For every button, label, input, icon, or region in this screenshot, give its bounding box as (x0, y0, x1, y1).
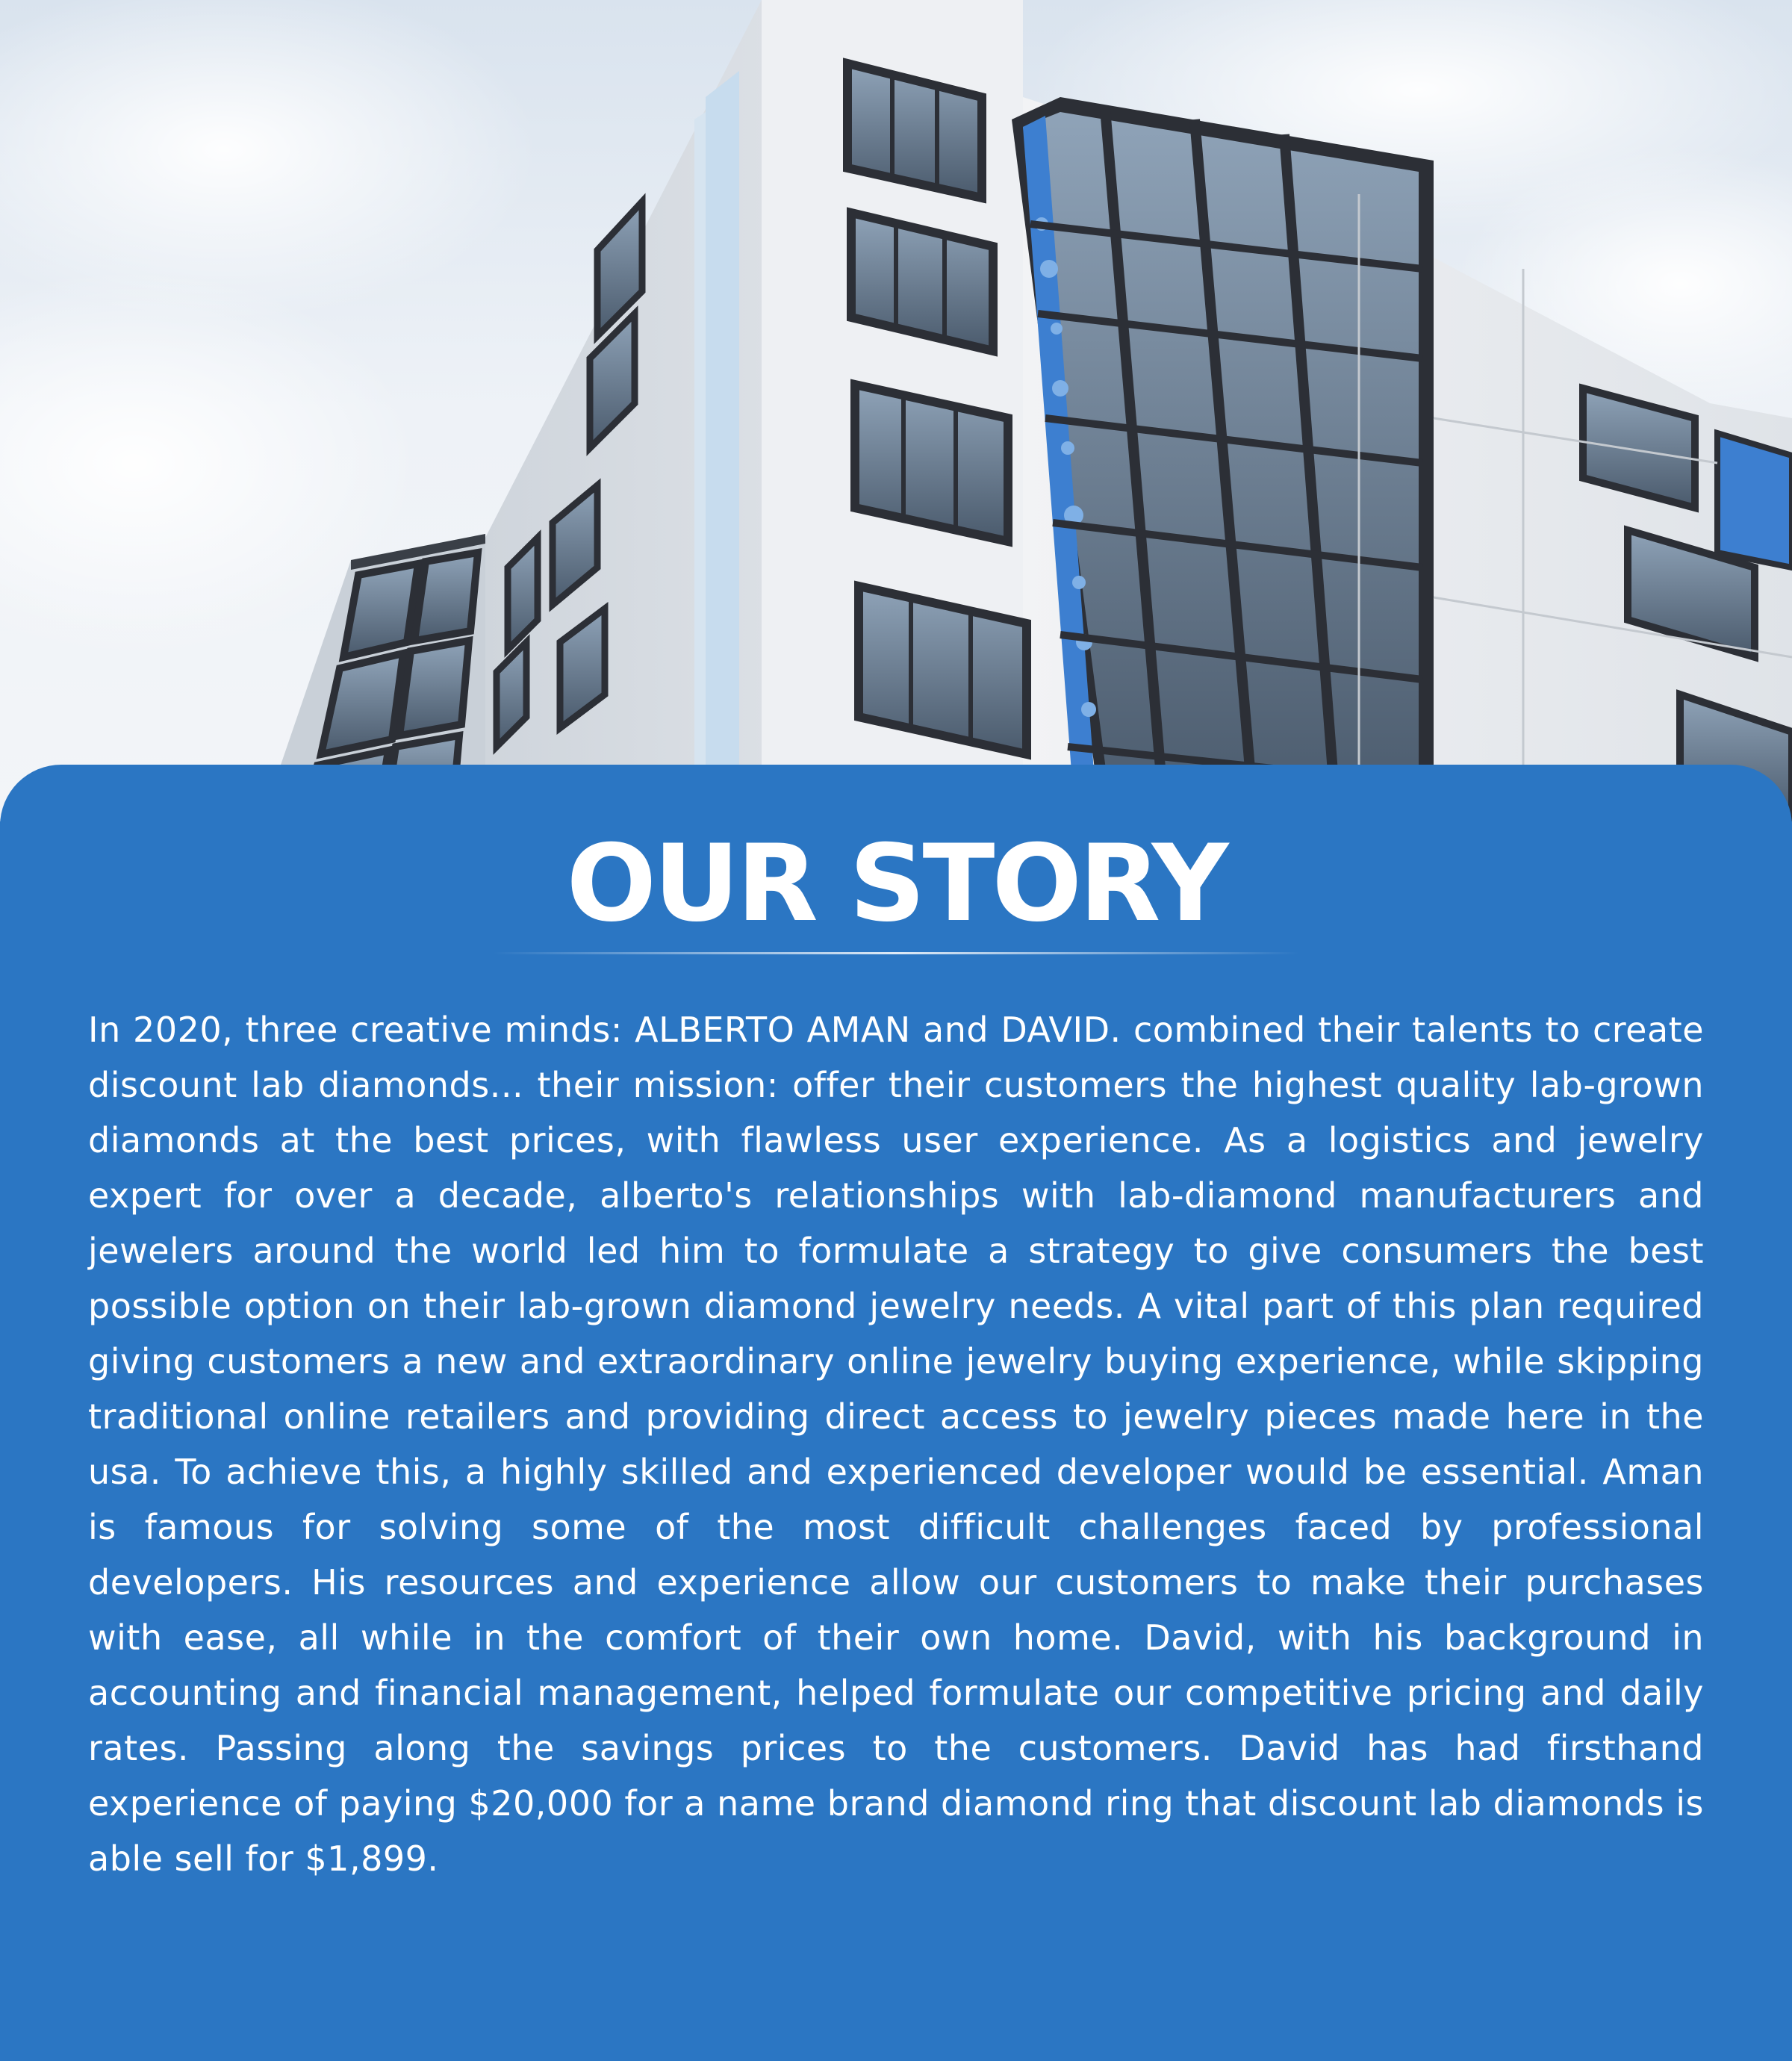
our-story-section (0, 765, 1792, 2061)
building-illustration (0, 0, 1792, 821)
hero-building-photo (0, 0, 1792, 821)
story-paragraph: In 2020, three creative minds: ALBERTO AMAN and DAVID. combined their talents to create discount lab diamonds... their mission: offer their customers the highest quality lab-grown diamonds at the best prices, with flawless user experience. As a logistics and jewelry expert for over a decade, alberto's relationships with lab-diamond manufacturers and jewelers around the world led him to formulate a strategy to give consumers the best possible option on their lab-grown diamond jewelry needs. A vital part of this plan required giving customers a new and extraordinary online jewelry buying experience, while skipping traditional online retailers and providing direct access to jewelry pieces made here in the usa. To achieve this, a highly skilled and experienced developer would be essential. Aman is famous for solving some of the most difficult challenges faced by professional developers. His resources and experience allow our customers to make their purchases with ease, all while in the comfort of their own home. David, with his background in accounting and financial management, helped formulate our competitive pricing and daily rates. Passing along the savings prices to the customers. David has had firsthand experience of paying $20,000 for a name brand diamond ring that discount lab diamonds is able sell for $1,899. (88, 1010, 1704, 1879)
title-divider (493, 952, 1299, 954)
section-title: OUR STORY (566, 822, 1226, 945)
